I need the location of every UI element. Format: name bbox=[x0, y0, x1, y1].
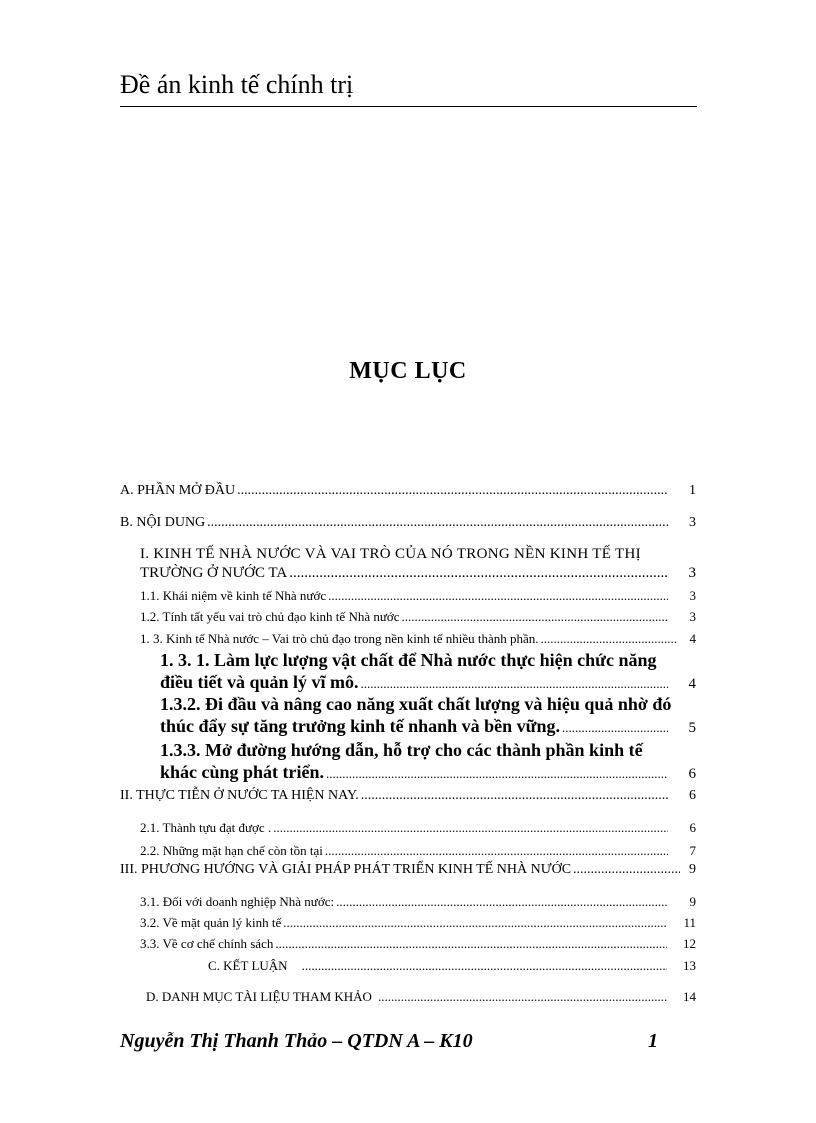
toc-entry-1-2[interactable] bbox=[140, 609, 696, 625]
toc-entry-iii[interactable] bbox=[120, 862, 696, 878]
toc-page-number: 4 bbox=[689, 631, 696, 646]
toc-entry-1-3-1-line1[interactable]: 1. 3. 1. Làm lực lượng vật chất để Nhà nước thực hiện chức năng bbox=[160, 650, 657, 670]
toc-page-number: 1 bbox=[689, 483, 696, 498]
toc-entry-b[interactable] bbox=[120, 515, 696, 531]
toc-entry-c[interactable] bbox=[208, 958, 696, 974]
toc-page-number: 14 bbox=[683, 989, 696, 1004]
leader-dots bbox=[326, 766, 668, 782]
toc-entry-text: III. PHƯƠNG HƯỚNG VÀ GIẢI PHÁP PHÁT TRIỂN KINH TẾ NHÀ NƯỚC bbox=[120, 862, 572, 877]
toc-entry-text: II. THỰC TIỄN Ở NƯỚC TA HIỆN NAY. bbox=[120, 788, 359, 803]
toc-entry-text: 3.3. Về cơ chế chính sách bbox=[140, 936, 274, 951]
toc-page-number: 13 bbox=[683, 958, 696, 973]
toc-entry-3-3[interactable] bbox=[140, 936, 696, 952]
toc-entry-text: điều tiết và quản lý vĩ mô. bbox=[160, 672, 359, 692]
toc-page-number: 11 bbox=[683, 915, 696, 930]
leader-dots bbox=[402, 609, 668, 625]
leader-dots bbox=[573, 862, 680, 878]
leader-dots bbox=[336, 894, 668, 910]
toc-entry-2-2[interactable] bbox=[140, 843, 696, 859]
toc-entry-text: 1. 3. Kinh tế Nhà nước – Vai trò chủ đạo trong nền kinh tế nhiều thành phần. bbox=[140, 631, 539, 646]
toc-page-number: 9 bbox=[689, 894, 696, 909]
leader-dots bbox=[378, 989, 667, 1005]
toc-page-number: 9 bbox=[689, 862, 696, 877]
toc-entry-text: C. KẾT LUẬN bbox=[208, 958, 288, 973]
footer-page-number: 1 bbox=[648, 1030, 658, 1052]
toc-entry-text: D. DANH MỤC TÀI LIỆU THAM KHẢO bbox=[146, 989, 372, 1004]
leader-dots bbox=[207, 515, 668, 531]
leader-dots bbox=[361, 788, 668, 804]
toc-page-number: 6 bbox=[689, 820, 696, 835]
leader-dots bbox=[562, 720, 668, 736]
toc-entry-i-line1[interactable]: I. KINH TẾ NHÀ NƯỚC VÀ VAI TRÒ CỦA NÓ TRONG NỀN KINH TẾ THỊ bbox=[140, 546, 641, 562]
leader-dots bbox=[325, 843, 668, 859]
header-title: Đề án kinh tế chính trị bbox=[120, 70, 354, 99]
toc-page-number: 4 bbox=[688, 676, 696, 692]
toc-entry-text: thúc đẩy sự tăng trưởng kinh tế nhanh và bền vững. bbox=[160, 716, 560, 736]
toc-entry-1-3-3-line2[interactable] bbox=[160, 762, 696, 783]
toc-page-number: 3 bbox=[689, 609, 696, 624]
toc-entry-text: 2.2. Những mặt hạn chế còn tồn tại bbox=[140, 843, 323, 858]
toc-page-number: 3 bbox=[689, 588, 696, 603]
toc-entry-2-1[interactable] bbox=[140, 820, 696, 836]
toc-entry-i-line2[interactable] bbox=[140, 565, 696, 582]
toc-entry-3-2[interactable] bbox=[140, 915, 696, 931]
leader-dots bbox=[289, 565, 668, 582]
toc-entry-3-1[interactable] bbox=[140, 894, 696, 910]
toc-entry-text: khác cùng phát triển. bbox=[160, 762, 325, 782]
header-rule bbox=[120, 106, 697, 107]
toc-entry-ii[interactable] bbox=[120, 788, 696, 804]
leader-dots bbox=[275, 936, 667, 952]
toc-entry-1-3-3-line1[interactable]: 1.3.3. Mở đường hướng dẫn, hỗ trợ cho các thành phần kinh tế bbox=[160, 740, 643, 760]
toc-entry-text: A. PHẦN MỞ ĐẦU bbox=[120, 483, 236, 498]
toc-entry-text: TRƯỜNG Ở NƯỚC TA bbox=[140, 565, 288, 581]
leader-dots bbox=[541, 631, 676, 647]
toc-entry-1-3-1-line2[interactable] bbox=[160, 672, 696, 693]
toc-entry-text: 1.1. Khái niệm về kinh tế Nhà nước bbox=[140, 588, 327, 603]
toc-heading: MỤC LỤC bbox=[349, 358, 467, 384]
toc-entry-text: 3.2. Về mặt quản lý kinh tế bbox=[140, 915, 282, 930]
toc-entry-1-3[interactable] bbox=[140, 631, 696, 647]
toc-entry-text: 1.2. Tính tất yếu vai trò chủ đạo kinh tế Nhà nước bbox=[140, 609, 400, 624]
toc-page-number: 3 bbox=[688, 565, 696, 581]
toc-page-number: 6 bbox=[689, 788, 696, 803]
toc-entry-1-3-2-line1[interactable]: 1.3.2. Đi đầu và nâng cao năng xuất chất lượng và hiệu quả nhờ đó bbox=[160, 694, 672, 714]
leader-dots bbox=[273, 820, 668, 836]
toc-entry-1-1[interactable] bbox=[140, 588, 696, 604]
toc-entry-a[interactable] bbox=[120, 483, 696, 499]
leader-dots bbox=[237, 483, 668, 499]
toc-entry-text: 2.1. Thành tựu đạt được . bbox=[140, 820, 272, 835]
toc-page-number: 5 bbox=[688, 720, 696, 736]
leader-dots bbox=[302, 958, 667, 974]
toc-entry-text: B. NỘI DUNG bbox=[120, 515, 206, 530]
toc-page-number: 7 bbox=[689, 843, 696, 858]
toc-entry-d[interactable] bbox=[146, 989, 696, 1005]
toc-entry-1-3-2-line2[interactable] bbox=[160, 716, 696, 737]
leader-dots bbox=[283, 915, 667, 931]
toc-page-number: 3 bbox=[689, 515, 696, 530]
toc-page-number: 6 bbox=[688, 766, 696, 782]
footer-author: Nguyễn Thị Thanh Thảo – QTDN A – K10 bbox=[120, 1030, 473, 1052]
leader-dots bbox=[328, 588, 668, 604]
toc-entry-text: 3.1. Đối với doanh nghiệp Nhà nước: bbox=[140, 894, 335, 909]
leader-dots bbox=[361, 676, 668, 692]
toc-page-number: 12 bbox=[683, 936, 696, 951]
